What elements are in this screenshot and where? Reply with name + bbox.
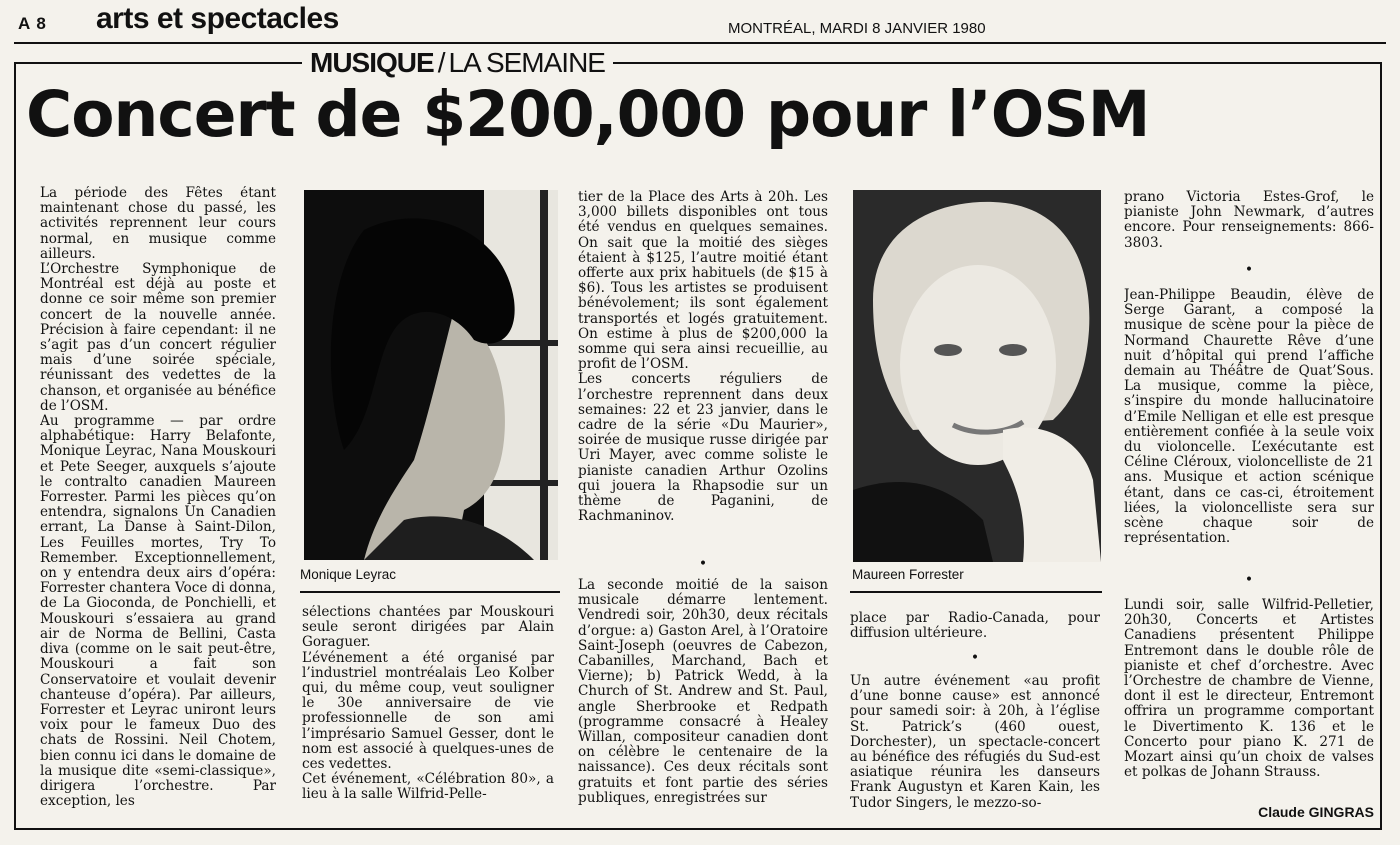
article-column-3: tier de la Place des Arts à 20h. Les 3,000 billets disponibles ont tous été vendus en quelques semaines. On sait que la moitié des sièges étaient à $125, l’autre moitié étant offerte aux prix habituels (de $15 à $6). Tous les artistes se produisent bénévolement; ils sont également transportés et logés gratuitement. On estime à plus de $200,000 la somme qui sera ainsi recueillie, au profit de l’OSM. Les concerts réguliers de l’orchestre reprennent dans deux semaines: 22 et 23 janvier, dans le cadre de la série «Du Maurier», soirée de musique russe dirigée par Uri Mayer, avec comme soliste le pianiste canadien Arthur Ozolins qui jouera la Rhapsodie sur un thème de Paganini, de Rachmaninov. [578, 190, 828, 525]
separator-dot: • [970, 650, 980, 666]
kicker-main: MUSIQUE [310, 47, 434, 78]
article-column-4: place par Radio-Canada, pour diffusion ultérieure. [850, 611, 1100, 642]
caption-rule-1 [300, 591, 560, 593]
byline: Claude GINGRAS [1258, 804, 1374, 820]
article-column-5c: Lundi soir, salle Wilfrid-Pelletier, 20h30, Concerts et Artistes Canadiens présentent Philippe Entremont dans le double rôle de pianiste et chef d’orchestre. Avec l’Orchestre de chambre de Vienne, dont il est le directeur, Entremont offrira un programme comportant le Divertimento K. 136 et le Concerto pour piano K. 271 de Mozart ainsi qu’un choix de valses et polkas de Johann Strauss. [1124, 598, 1374, 781]
separator-dot: • [1244, 262, 1254, 278]
page-number: A 8 [18, 14, 47, 33]
photo-monique-leyrac [304, 190, 558, 560]
portrait-silhouette-icon [304, 190, 558, 560]
article-column-5a: prano Victoria Estes-Grof, le pianiste John Newmark, d’autres encore. Pour renseignements: 866-3803. [1124, 190, 1374, 251]
photo-caption-2: Maureen Forrester [852, 567, 964, 582]
article-column-4b: Un autre événement «au profit d’une bonne cause» est annoncé pour samedi soir: à 20h, à l’église St. Patrick’s (460 ouest, Dorchester), un spectacle-concert au bénéfice des réfugiés du Sud-est asiatique réunira les danseurs Frank Augustyn et Karen Kain, les Tudor Singers, le mezzo-so- [850, 674, 1100, 811]
article-column-3b: La seconde moitié de la saison musicale démarre lentement. Vendredi soir, 20h30, deux récitals d’orgue: a) Gaston Arel, à l’Oratoire Saint-Joseph (oeuvres de Cabezon, Cabanilles, Marchand, Bach et Vierne); b) Patrick Wedd, à la Church of St. Andrew and St. Paul, angle Sherbrooke et Redpath (programme consacré à Healey Willan, compositeur canadien dont on célèbre le centenaire de la naissance). Ces deux récitals sont gratuits et font partie des séries publiques, enregistrées sur [578, 578, 828, 806]
article-column-2: sélections chantées par Mouskouri seule seront dirigées par Alain Goraguer. L’événement a été organisé par l’industriel montréalais Leo Kolber qui, du même coup, veut souligner le 30e anniversaire de vie professionnelle de son ami l’imprésario Samuel Gesser, dont le nom est associé à quelques-unes de ces vedettes. Cet événement, «Célébration 80», a lieu à la salle Wilfrid-Pelle- [302, 605, 554, 803]
article-column-5b: Jean-Philippe Beaudin, élève de Serge Garant, a composé la musique de scène pour la pièce de Normand Chaurette Rêve d’une nuit d’hôpital qui prend l’affiche demain au Théâtre de Quat’Sous. La musique, comme la pièce, s’inspire du monde hallucinatoire d’Emile Nelligan et elle est presque entièrement confiée à la seule voix du violoncelle. L’exécutante est Céline Cléroux, violoncelliste de 21 ans. Musique et action scénique étant, dans ce cas-ci, étroitement liées, la violoncelliste sera sur scène chaque soir de représentation. [1124, 288, 1374, 547]
separator-dot: • [1244, 572, 1254, 588]
kicker [302, 47, 613, 79]
separator-dot: • [698, 556, 708, 572]
masthead-rule [14, 42, 1386, 44]
kicker-sub: LA SEMAINE [448, 47, 605, 78]
section-title: arts et spectacles [96, 2, 339, 35]
headline: Concert de $200,000 pour l’OSM [26, 78, 1150, 151]
dateline: MONTRÉAL, MARDI 8 JANVIER 1980 [728, 20, 986, 37]
article-column-1: La période des Fêtes étant maintenant chose du passé, les activités reprennent leur cours normal, en musique comme ailleurs. L’Orchestre Symphonique de Montréal est déjà au poste et donne ce soir même son premier concert de la nouvelle année. Précision à faire cependant: il ne s’agit pas d’un concert régulier mais d’une soirée spéciale, réunissant des vedettes de la chanson, et organisée au bénéfice de l’OSM. Au programme — par ordre alphabétique: Harry Belafonte, Monique Leyrac, Nana Mouskouri et Pete Seeger, auxquels s’ajoute le contralto canadien Maureen Forrester. Parmi les pièces qu’on entendra, signalons Un Canadien errant, La Danse à Saint-Dilon, Les Feuilles mortes, Try To Remember. Exceptionnellement, on y entendra deux airs d’opéra: Forrester chantera Voce di donna, de La Gioconda, de Ponchielli, et Mouskouri s’essaiera au grand air de Norma de Bellini, Casta diva (comme on le sait peut-être, Mouskouri a fait son Conservatoire et voulait devenir chanteuse d’opéra). Par ailleurs, Forrester et Leyrac uniront leurs voix pour le fameux Duo des chats de Rossini. Neil Chotem, bien connu ici dans le domaine de la musique dite «semi-classique», dirigera l’orchestre. Par exception, les [40, 186, 276, 810]
photo-caption-1: Monique Leyrac [300, 567, 397, 582]
kicker-slash: / [437, 47, 445, 78]
portrait-face-icon [853, 190, 1101, 562]
caption-rule-2 [850, 591, 1102, 593]
photo-maureen-forrester [853, 190, 1101, 562]
